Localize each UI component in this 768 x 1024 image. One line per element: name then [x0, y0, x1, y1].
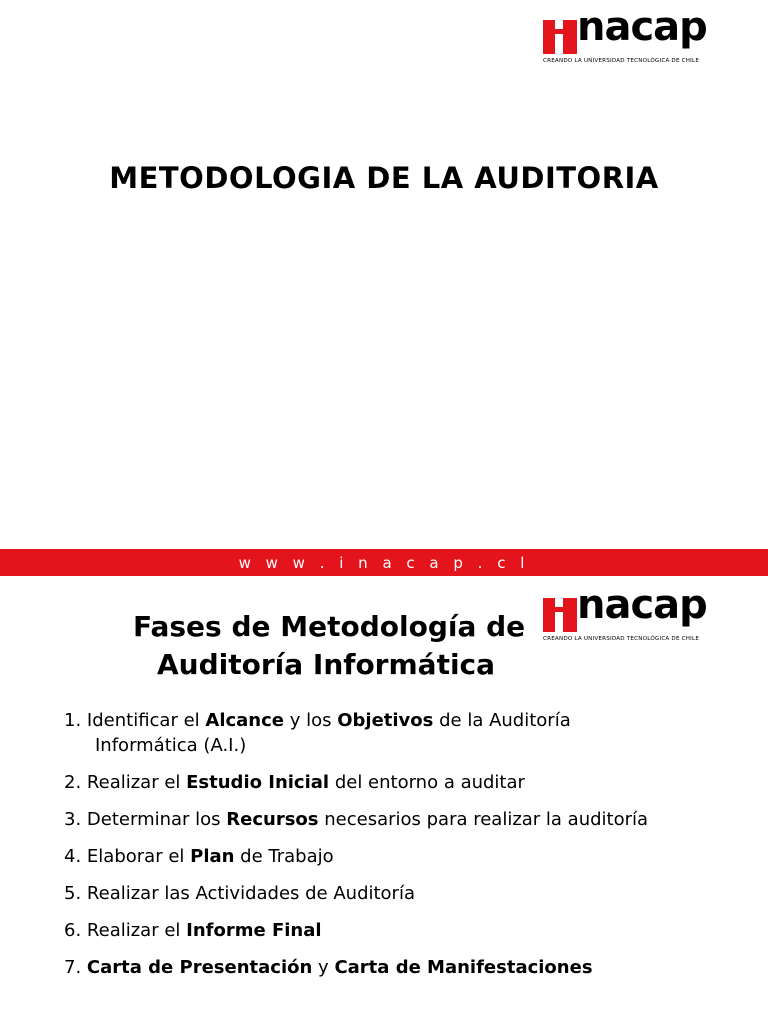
- phases-list: [64, 708, 648, 992]
- logo-tagline: CREANDO LA UNIVERSIDAD TECNOLÓGICA DE CHILE: [543, 58, 700, 64]
- phase-item: 3. Determinar los Recursos necesarios para realizar la auditoría: [64, 809, 649, 830]
- phase-item: 1. Identificar el Alcance y los Objetivos de la Auditoría Informática (A.I.): [64, 710, 571, 756]
- logo-wordmark: nacap: [577, 582, 707, 628]
- footer-url-bar: [0, 549, 768, 576]
- phases-title-line-1: Fases de Metodología de: [133, 610, 526, 643]
- inacap-logo: [543, 4, 723, 70]
- phases-title-line-2: Auditoría Informática: [157, 648, 496, 681]
- slide-title: METODOLOGIA DE LA AUDITORIA: [109, 161, 659, 195]
- phase-item: 7. Carta de Presentación y Carta de Manifestaciones: [64, 957, 593, 978]
- logo-wordmark: nacap: [577, 4, 707, 50]
- phase-item: 5. Realizar las Actividades de Auditoría: [64, 883, 415, 904]
- phases-slide: [0, 576, 768, 1024]
- footer-url: w w w . i n a c a p . c l: [238, 553, 530, 572]
- phase-item: 4. Elaborar el Plan de Trabajo: [64, 846, 334, 867]
- phase-item: 2. Realizar el Estudio Inicial del entorno a auditar: [64, 772, 525, 793]
- inacap-logo-mark-icon: [543, 598, 577, 632]
- phases-title: [133, 608, 525, 684]
- logo-tagline: CREANDO LA UNIVERSIDAD TECNOLÓGICA DE CHILE: [543, 636, 700, 642]
- inacap-logo: [543, 582, 723, 648]
- phase-item: 6. Realizar el Informe Final: [64, 920, 322, 941]
- inacap-logo-mark-icon: [543, 20, 577, 54]
